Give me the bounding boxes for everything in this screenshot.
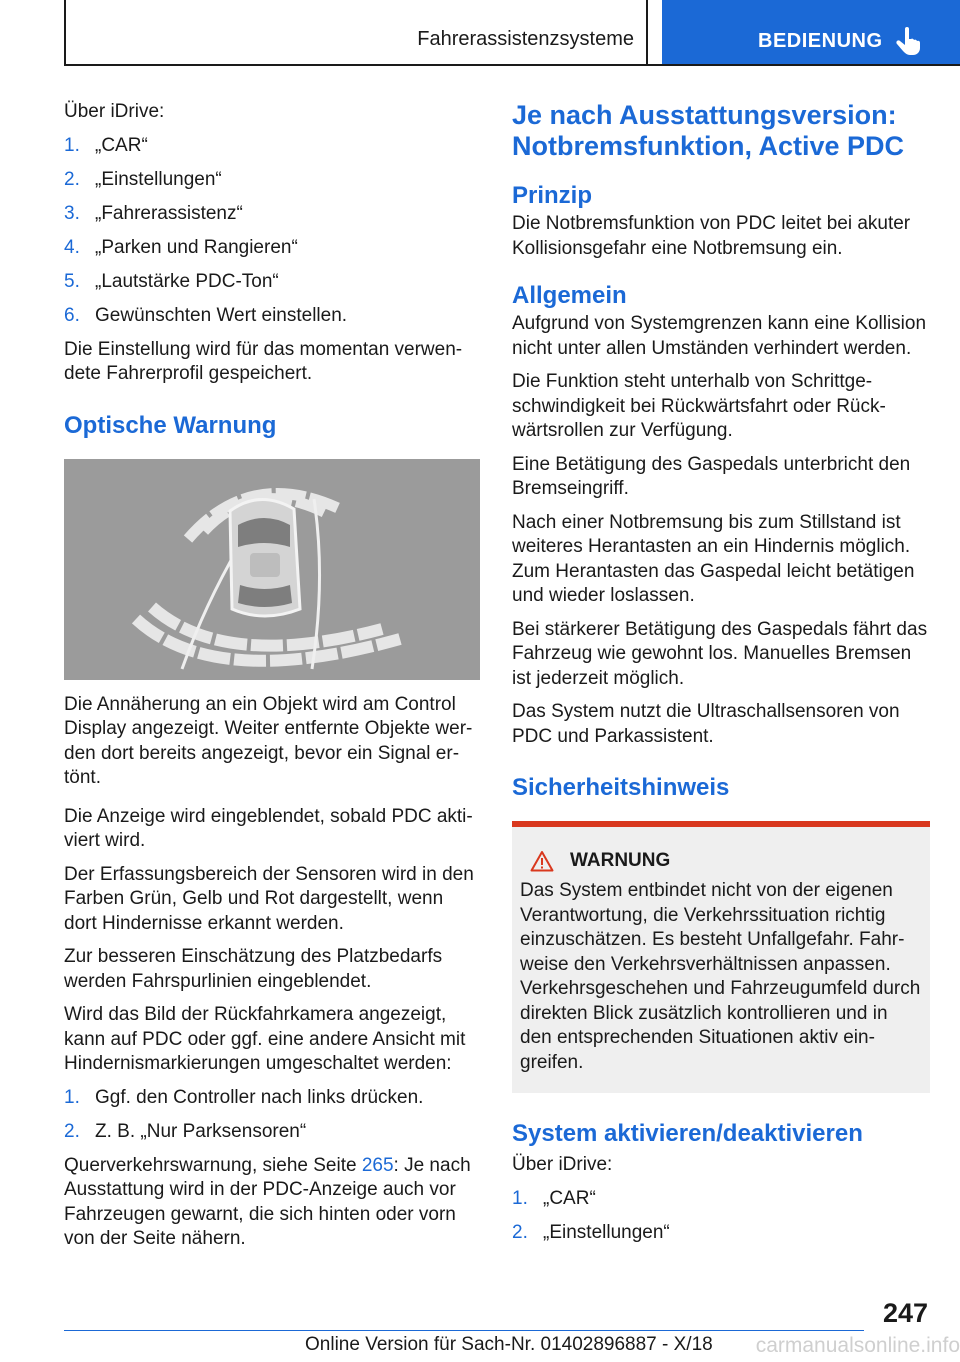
- list-item: 4. „Parken und Rangieren“: [64, 237, 298, 258]
- paragraph-general-5: Bei stärkerer Betätigung des Gaspedals fährt das Fahrzeug wie gewohnt los. Manuelles Bremsen ist jederzeit möglich.: [512, 618, 928, 689]
- list-item: 3. „Fahrerassistenz“: [64, 203, 243, 224]
- warning-header: [530, 849, 922, 873]
- header-tab[interactable]: [662, 0, 960, 64]
- paragraph-general-6: Das System nutzt die Ultraschallsensoren von PDC und Parkassistent.: [512, 701, 900, 747]
- header-rule: [64, 64, 960, 66]
- warning-title: WARNUNG: [570, 850, 671, 871]
- idrive-intro-right: Über iDrive:: [512, 1154, 613, 1175]
- heading-principle: Prinzip: [512, 182, 593, 209]
- hand-pointer-icon: [894, 26, 924, 56]
- warning-triangle-icon: [530, 850, 554, 872]
- header-section-title: Fahrerassistenzsysteme: [417, 28, 634, 50]
- left-column: [64, 100, 480, 1252]
- idrive-intro: Über iDrive:: [64, 101, 165, 122]
- footer-online-version: Online Version für Sach-Nr. 01402896887 - X/18: [305, 1334, 713, 1355]
- footer-rule: [64, 1330, 864, 1331]
- paragraph-lanes: Zur besseren Einschätzung des Platzbedarfs werden Fahrspurlinien eingeblendet.: [64, 946, 443, 992]
- header-tab-label: BEDIENUNG: [758, 30, 883, 52]
- list-item: 2. „Einstellungen“: [512, 1222, 670, 1243]
- right-column: [512, 100, 930, 1246]
- footer-watermark: carmanualsonline.info: [755, 1334, 960, 1357]
- warning-text: Das System entbindet nicht von der eigenen Verantwortung, die Verkehrssituation richtig einzuschätzen. Es besteht Unfallgefahr. Fahr-weise den Verkehrsverhältnissen anpassen. Verkehrsgeschehen und Fahrzeugumfeld durch direkten Blick zusätzlich kontrollieren und in den entsprechenden Situationen aktiv ein-greifen.: [520, 880, 921, 1073]
- paragraph-range: Der Erfassungsbereich der Sensoren wird in den Farben Grün, Gelb und Rot dargestellt, wenn dort Hindernisse erkannt werden.: [64, 863, 474, 934]
- paragraph-general-2: Die Funktion steht unterhalb von Schrittge-schwindigkeit bei Rückwärtsfahrt oder Rück-wärtsrollen zur Verfügung.: [512, 371, 886, 441]
- list-item: 2. Z. B. „Nur Parksensoren“: [64, 1121, 307, 1142]
- heading-safety: Sicherheitshinweis: [512, 774, 730, 801]
- paragraph-principle: Die Notbremsfunktion von PDC leitet bei akuter Kollisionsgefahr eine Notbremsung ein.: [512, 213, 911, 259]
- pdc-illustration: [64, 459, 480, 680]
- paragraph-general-4: Nach einer Notbremsung bis zum Stillstand ist weiteres Herantasten an ein Hindernis möglich. Zum Herantasten das Gaspedal leicht betätigen und wieder loslassen.: [512, 511, 915, 606]
- paragraph-general-3: Eine Betätigung des Gaspedals unterbricht den Bremseingriff.: [512, 453, 911, 499]
- heading-emergency-brake: Je nach Ausstattungsversion: Notbremsfunktion, Active PDC: [512, 100, 905, 161]
- list-item: 1. „CAR“: [64, 135, 148, 156]
- paragraph-camera: Wird das Bild der Rückfahrkamera angezeigt, kann auf PDC oder ggf. eine andere Ansicht mit Hindernismarkierungen umgeschaltet werden:: [64, 1004, 466, 1074]
- idrive-steps-list: [64, 134, 480, 329]
- heading-activate: System aktivieren/deaktivieren: [512, 1120, 863, 1147]
- list-item: 2. „Einstellungen“: [64, 169, 222, 190]
- paragraph-approach: Die Annäherung an ein Objekt wird am Control Display angezeigt. Weiter entfernte Objekte wer-den dort bereits angezeigt, bevor ein Signal er-tönt.: [64, 693, 473, 788]
- header-section-box: [64, 0, 648, 64]
- car-topview-image: [64, 459, 480, 680]
- heading-general: Allgemein: [512, 282, 627, 309]
- activate-steps-list: [512, 1187, 930, 1246]
- list-item: 1. „CAR“: [512, 1188, 596, 1209]
- paragraph-display: Die Anzeige wird eingeblendet, sobald PDC akti-viert wird.: [64, 805, 473, 851]
- page-number: 247: [882, 1298, 928, 1328]
- page-reference-link[interactable]: 265: [361, 1154, 394, 1176]
- camera-steps-list: [64, 1086, 480, 1145]
- list-item: 5. „Lautstärke PDC-Ton“: [64, 271, 279, 292]
- paragraph-cross-traffic: Querverkehrswarnung, siehe Seite 265: Je nach Ausstattung wird in der PDC-Anzeige auch vor Fahrzeugen gewarnt, die sich hinten oder vorn von der Seite nähern.: [64, 1154, 471, 1249]
- warning-box: [512, 821, 930, 1093]
- paragraph-general-1: Aufgrund von Systemgrenzen kann eine Kollision nicht unter allen Umständen verhindert werden.: [512, 313, 927, 359]
- list-item: 6. Gewünschten Wert einstellen.: [64, 305, 348, 326]
- list-item: 1. Ggf. den Controller nach links drücken.: [64, 1087, 424, 1108]
- heading-optical-warning: Optische Warnung: [64, 411, 277, 439]
- paragraph-profile-saved: Die Einstellung wird für das momentan verwen-dete Fahrerprofil gespeichert.: [64, 338, 463, 384]
